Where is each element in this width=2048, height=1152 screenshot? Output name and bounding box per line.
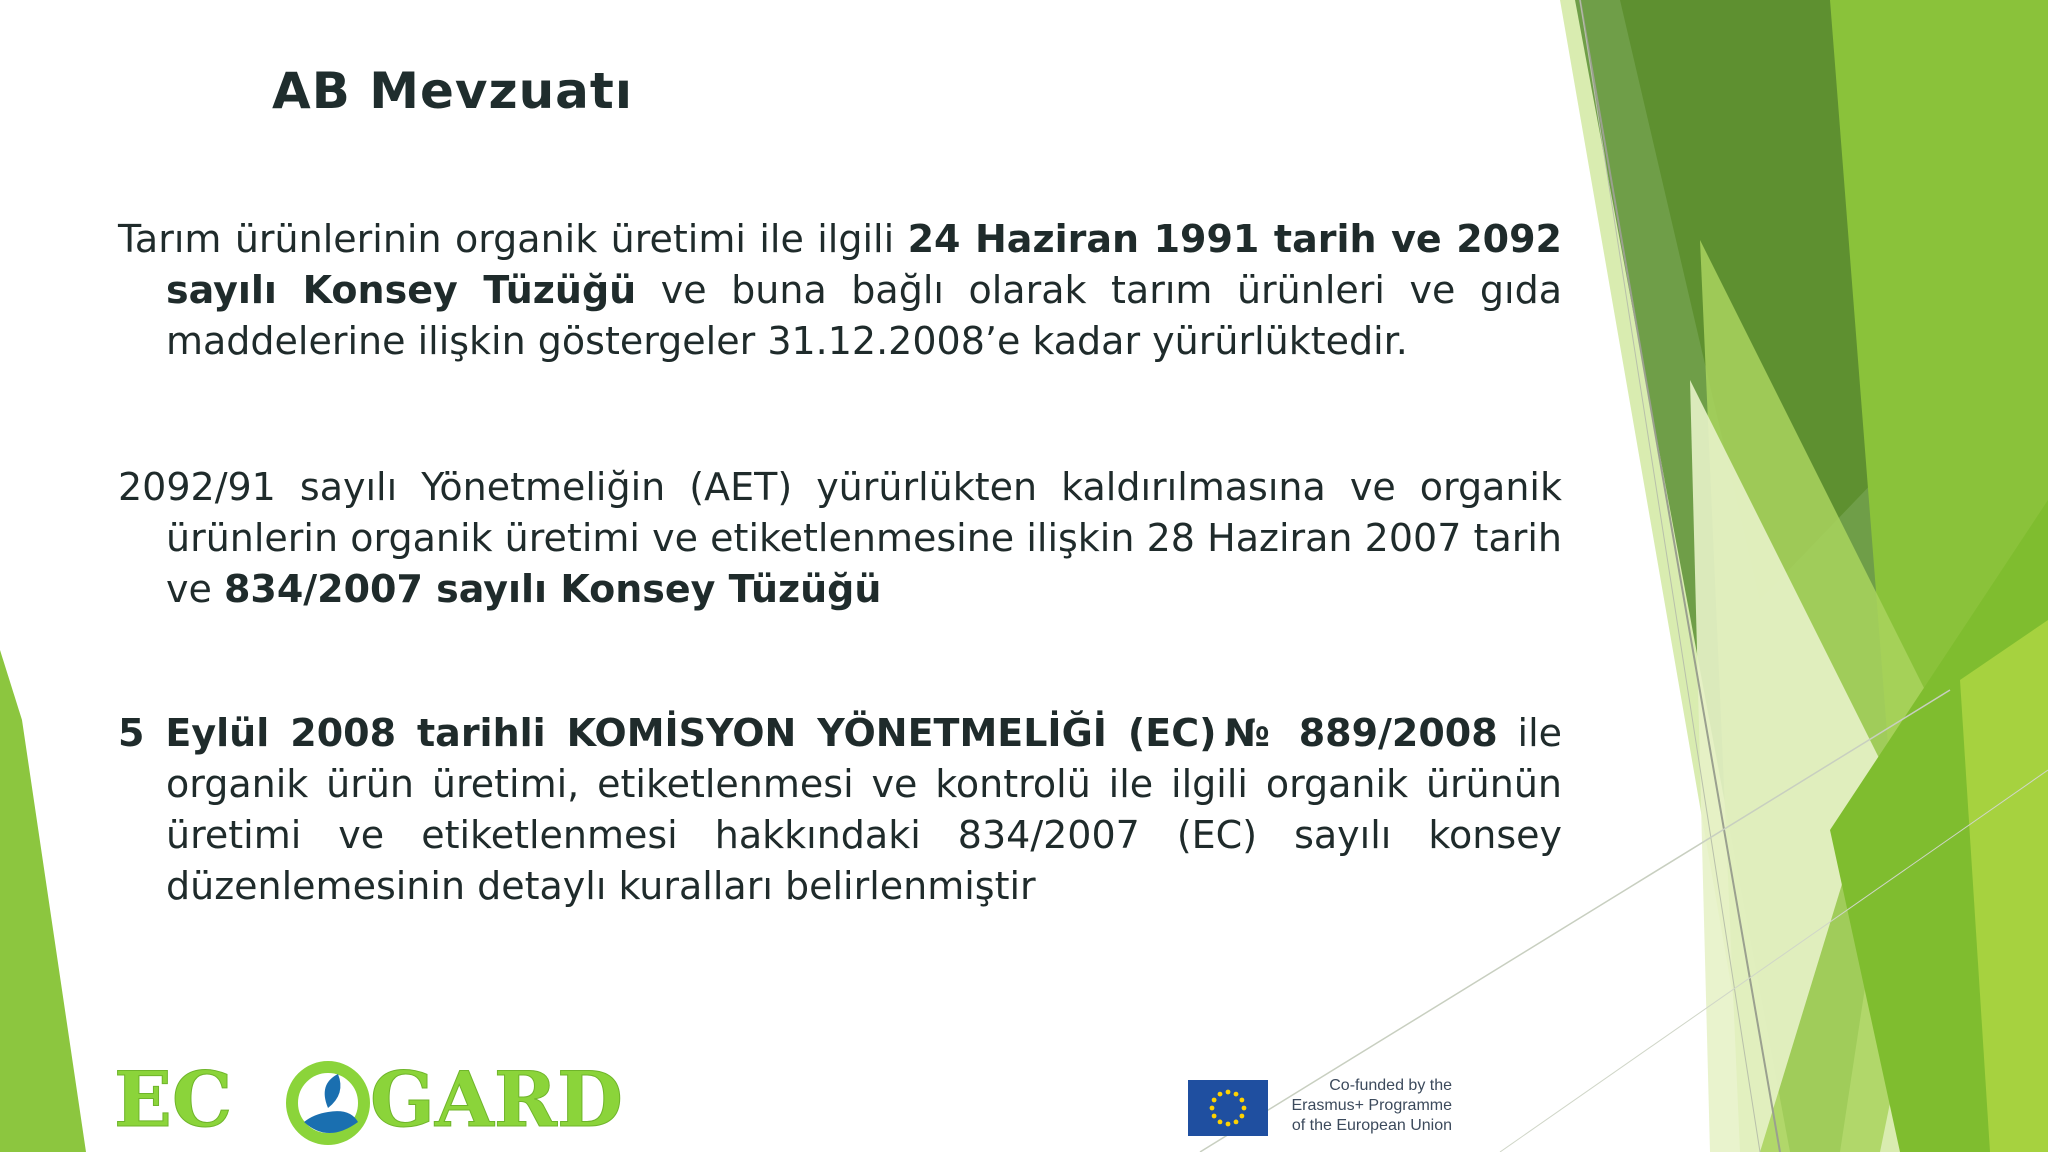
paragraph-3-text: ile organik ürün üretimi, etiketlenmesi ve kontrolü ile ilgili organik ürünün üretimi ve etiketlenmesi hakkındaki 834/2007 (EC) sayılı konsey düzenlemesinin detaylı kuralları belirlenmiştir bbox=[166, 711, 1563, 908]
paragraph-3 bbox=[118, 708, 1562, 912]
svg-text:EC: EC bbox=[114, 1055, 233, 1144]
paragraph-1 bbox=[118, 214, 1562, 367]
paragraph-3-bold: 5 Eylül 2008 tarihli KOMİSYON YÖNETMELİĞİ (EC)№ 889/2008 bbox=[118, 711, 1498, 755]
eu-cofunded-line-2: Erasmus+ Programme bbox=[1291, 1097, 1452, 1114]
eu-cofunded-line-1: Co-funded by the bbox=[1329, 1077, 1452, 1094]
svg-text:GARD: GARD bbox=[370, 1055, 623, 1144]
paragraph-1-bold: 24 Haziran 1991 tarih ve 2092 sayılı Konsey Tüzüğü bbox=[166, 217, 1562, 312]
paragraph-2 bbox=[118, 462, 1562, 615]
leaf-icon bbox=[292, 1067, 364, 1139]
eu-cofunded-line-3: of the European Union bbox=[1291, 1117, 1452, 1134]
ecogard-logo-icon bbox=[114, 1048, 704, 1148]
paragraph-1-text: Tarım ürünlerinin organik üretimi ile ilgili bbox=[118, 217, 908, 261]
paragraph-1-text-end: ve buna bağlı olarak tarım ürünleri ve gıda maddelerine ilişkin göstergeler 31.12.2008’e kadar yürürlüktedir. bbox=[166, 268, 1562, 363]
paragraph-2-text: 2092/91 sayılı Yönetmeliğin (AET) yürürlükten kaldırılmasına ve organik ürünlerin organik üretimi ve etiketlenmesine ilişkin 28 Haziran 2007 tarih ve bbox=[118, 465, 1562, 611]
slide-title: AB Mevzuatı bbox=[272, 62, 633, 120]
paragraph-2-bold: 834/2007 sayılı Konsey Tüzüğü bbox=[223, 567, 882, 611]
eu-flag-icon bbox=[1188, 1080, 1268, 1136]
